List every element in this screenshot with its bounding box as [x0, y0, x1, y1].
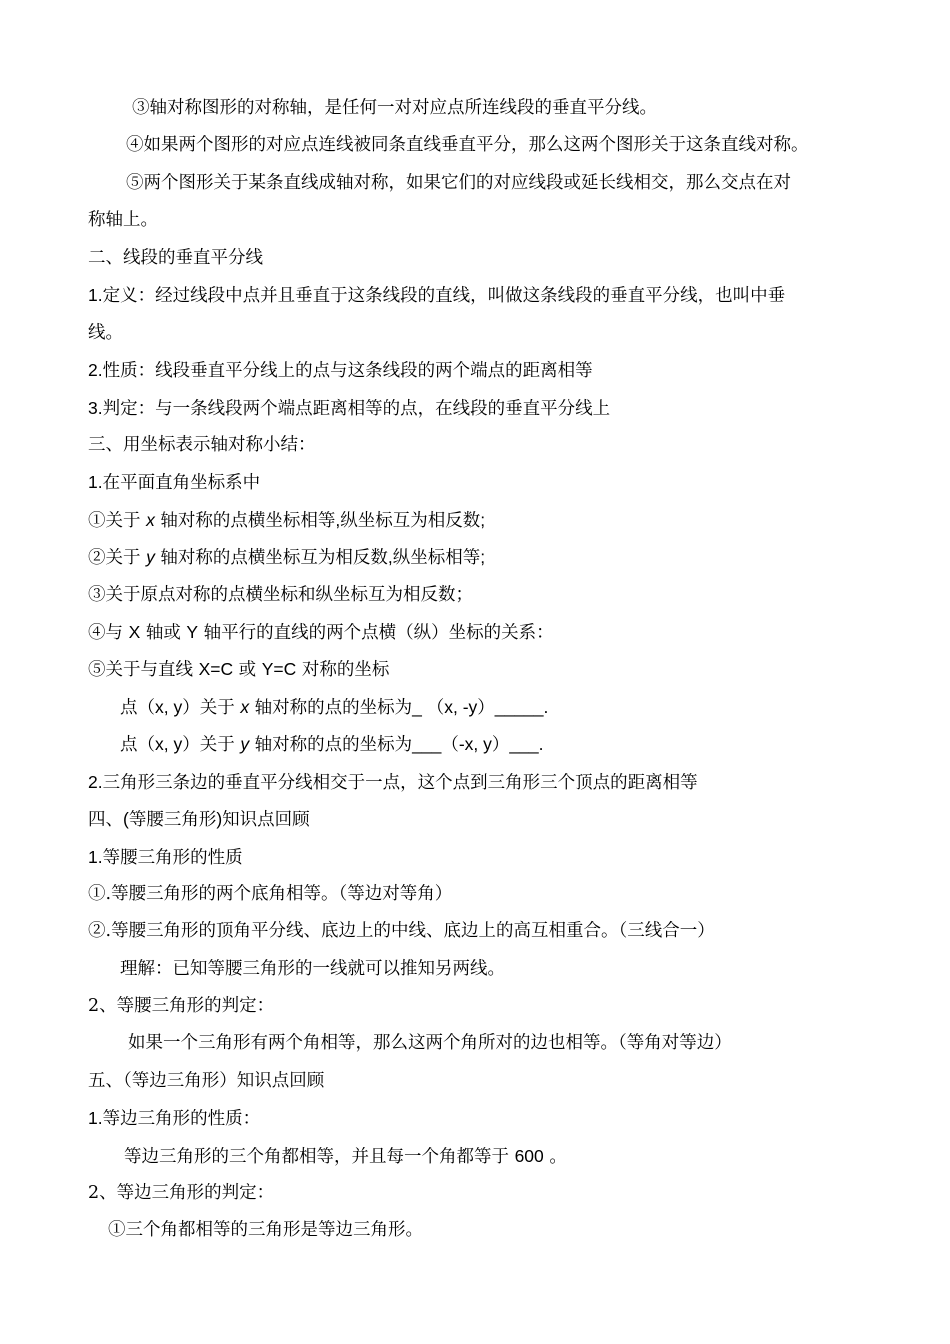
text-segment: 轴平行的直线的两个点横（纵）坐标的关系： [198, 623, 554, 643]
text-segment: y [240, 734, 250, 754]
text-line [88, 283, 785, 308]
text-segment: _ [412, 697, 427, 717]
text-segment: 等边三角形的三个角都相等，并且每一个角都等于 [124, 1147, 515, 1167]
text-segment: ; [480, 510, 486, 530]
text-segment: ①三个角都相等的三角形是等边三角形。 [108, 1220, 423, 1240]
text-segment: y [146, 547, 155, 567]
text-segment: 1. [88, 285, 103, 305]
text-segment: 2、等边三角形的判定： [88, 1183, 275, 1203]
text-segment: 理解：已知等腰三角形的一线就可以推知另两线。 [120, 959, 505, 979]
text-segment: 判定：与一条线段两个端点距离相等的点，在线段的垂直平分线上 [102, 399, 611, 419]
text-segment: 轴对称的点横坐标互为相反数 [154, 548, 388, 568]
text-line [132, 96, 657, 120]
text-line [88, 620, 554, 645]
text-line [88, 1181, 274, 1205]
text-segment: ③关于原点对称的点横坐标和纵坐标互为相反数； [88, 585, 473, 605]
text-segment: ①.等腰三角形的两个底角相等。（等边对等角） [88, 884, 453, 904]
text-line [88, 770, 698, 795]
text-line [88, 470, 260, 495]
text-segment: 五、（等边三角形）知识点回顾 [88, 1071, 325, 1091]
text-segment: ②关于 [88, 548, 147, 568]
text-segment: 1. [88, 1108, 103, 1128]
text-segment: 轴或 [140, 623, 187, 643]
text-segment: Y=C [261, 659, 297, 679]
text-line [88, 583, 473, 607]
text-segment: ⑤关于与直线 [88, 660, 199, 680]
text-line [88, 358, 593, 383]
text-segment: 2. [88, 772, 103, 792]
text-segment: 纵坐标互为相反数 [340, 511, 481, 531]
text-segment: x, -y [444, 697, 478, 717]
text-segment: 纵坐标相等 [392, 548, 481, 568]
text-segment: , [387, 547, 393, 567]
text-segment: 三角形三条边的垂直平分线相交于一点，这个点到三角形三个顶点的距离相等 [102, 773, 698, 793]
text-segment: x [240, 697, 250, 717]
text-segment: 3. [88, 398, 103, 418]
text-line [88, 882, 452, 906]
text-segment: 在平面直角坐标系中 [102, 473, 261, 493]
text-segment: 二、线段的垂直平分线 [88, 248, 263, 268]
text-segment: 600 [514, 1146, 544, 1166]
text-line [88, 845, 243, 870]
text-line [88, 657, 389, 682]
text-segment: x [146, 510, 155, 530]
text-segment: x, y [155, 697, 183, 717]
text-segment: _____. [494, 697, 549, 717]
text-line [120, 695, 548, 720]
text-segment: 定义：经过线段中点并且垂直于这条线段的直线，叫做这条线段的垂直平分线，也叫中垂 [102, 286, 786, 306]
text-segment: 轴对称的点横坐标相等 [154, 511, 336, 531]
text-segment: （ [426, 698, 445, 718]
text-segment: , [335, 510, 341, 530]
text-segment: ） [477, 698, 495, 718]
text-segment: 2. [88, 360, 103, 380]
text-segment: ⑤两个图形关于某条直线成轴对称，如果它们的对应线段或延长线相交，那么交点在对 [126, 173, 791, 193]
text-line [108, 1218, 423, 1242]
text-segment: 知识点回顾 [222, 810, 310, 830]
text-line [88, 919, 715, 943]
section-heading [88, 1069, 324, 1093]
text-line [120, 957, 505, 981]
text-line [88, 545, 485, 570]
text-line [88, 508, 485, 533]
text-segment: （ [441, 735, 459, 755]
text-line [88, 994, 274, 1018]
text-segment: -x, y [458, 734, 492, 754]
text-segment: 。 [543, 1147, 567, 1167]
text-line [126, 133, 809, 157]
text-line [120, 732, 543, 757]
text-segment: X [128, 622, 141, 642]
text-segment: 1. [88, 847, 103, 867]
text-segment: ③轴对称图形的对称轴，是任何一对对应点所连线段的垂直平分线。 [132, 98, 657, 118]
text-segment: 或 [233, 660, 262, 680]
text-line [88, 208, 158, 232]
text-segment: x, y [155, 734, 183, 754]
text-segment: ; [480, 547, 486, 567]
text-segment: ）关于 [182, 698, 241, 718]
text-segment: ___. [509, 734, 544, 754]
text-segment: Y [186, 622, 199, 642]
text-segment: ( [123, 809, 129, 829]
text-segment: ④如果两个图形的对应点连线被同条直线垂直平分，那么这两个图形关于这条直线对称。 [126, 135, 809, 155]
text-segment: 轴对称的点的坐标为 [249, 698, 413, 718]
section-heading [88, 246, 263, 270]
text-segment: 1. [88, 472, 103, 492]
text-segment: ___ [412, 734, 442, 754]
text-segment: 对称的坐标 [296, 660, 390, 680]
text-segment: ②.等腰三角形的顶角平分线、底边上的中线、底边上的高互相重合。（三线合一） [88, 921, 715, 941]
text-segment: 线。 [88, 323, 123, 343]
text-segment: ④与 [88, 623, 129, 643]
text-segment: X=C [198, 659, 234, 679]
text-line [88, 1106, 260, 1131]
text-line [126, 171, 791, 195]
text-segment: 2、等腰三角形的判定： [88, 996, 275, 1016]
text-segment: 如果一个三角形有两个角相等，那么这两个角所对的边也相等。（等角对等边） [128, 1033, 732, 1053]
text-segment: ） [491, 735, 510, 755]
text-segment: 四、 [88, 810, 123, 830]
text-segment: 等腰三角形 [128, 810, 217, 830]
text-segment: ①关于 [88, 511, 147, 531]
text-segment: 性质：线段垂直平分线上的点与这条线段的两个端点的距离相等 [102, 361, 593, 381]
text-segment: 等腰三角形的性质 [102, 848, 243, 868]
text-segment: 称轴上。 [88, 210, 158, 230]
text-segment: ) [216, 809, 223, 829]
section-heading [88, 433, 316, 457]
text-line [88, 396, 610, 421]
section-heading [88, 807, 310, 832]
text-segment: 点（ [120, 698, 155, 718]
text-line [124, 1144, 567, 1169]
text-segment: ）关于 [182, 735, 241, 755]
text-segment: 等边三角形的性质： [102, 1109, 261, 1129]
text-segment: 轴对称的点的坐标为 [249, 735, 413, 755]
text-line [128, 1031, 732, 1055]
text-segment: 点（ [120, 735, 155, 755]
text-line [88, 321, 123, 345]
text-segment: 三、用坐标表示轴对称小结： [88, 435, 316, 455]
